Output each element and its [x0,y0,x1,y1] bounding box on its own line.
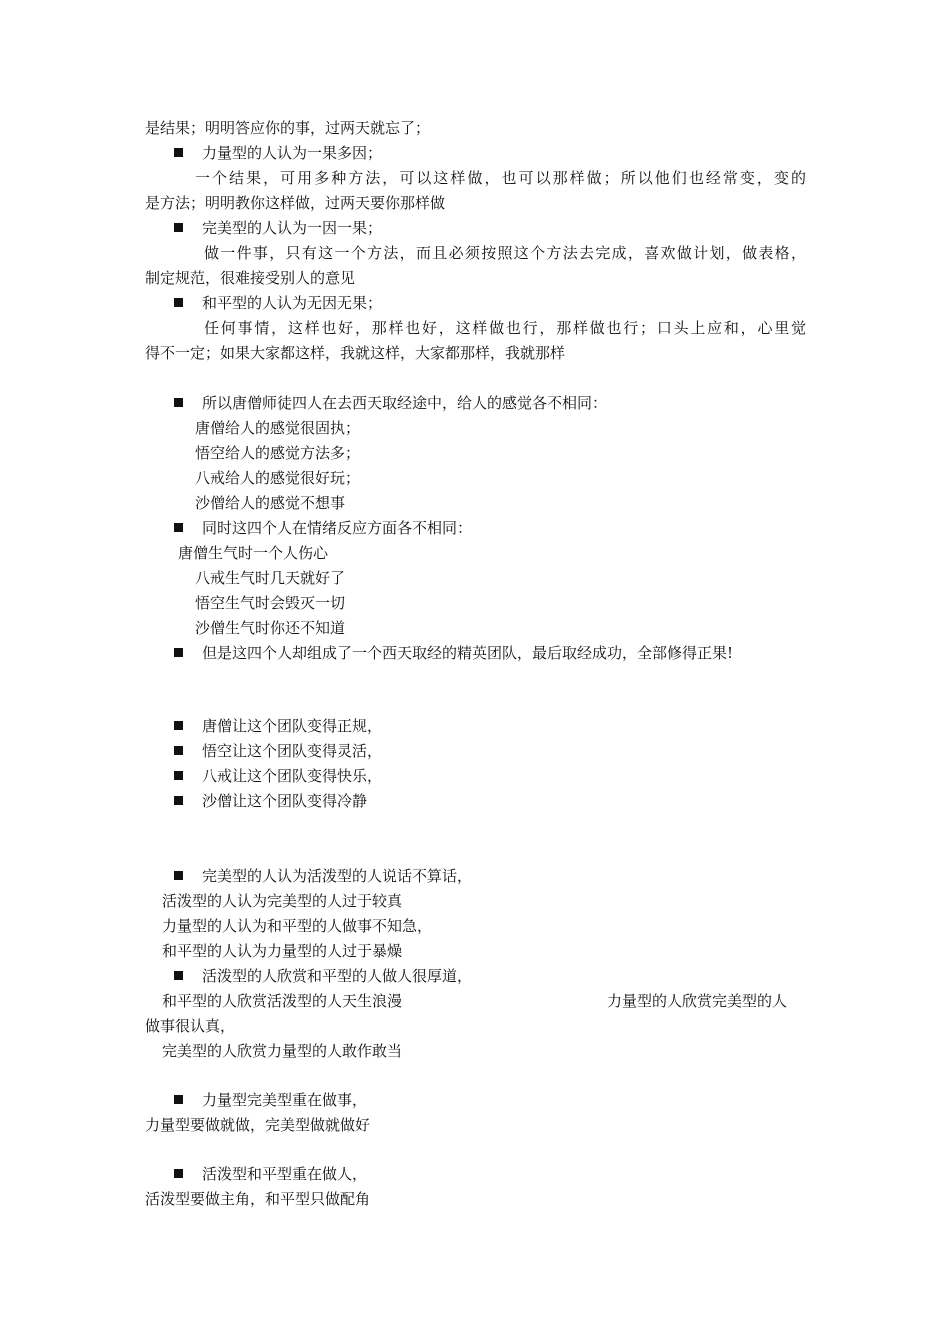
bullet-item: 悟空让这个团队变得灵活， [202,742,383,760]
bullet-item: 完美型的人认为活泼型的人说话不算话， [202,867,473,885]
bullet-item: 力量型的人认为一果多因； [202,144,383,162]
bullet-item: 和平型的人认为无因无果； [202,294,383,312]
text-line: 力量型要做就做，完美型做就做好 [145,1116,371,1134]
text-line: 得不一定；如果大家都这样，我就这样，大家都那样，我就那样 [145,344,566,362]
text-line: 力量型的人欣赏完美型的人 [607,992,788,1010]
text-line: 做一件事，只有这一个方法，而且必须按照这个方法去完成，喜欢做计划，做表格， [204,244,806,262]
text-line: 和平型的人认为力量型的人过于暴燥 [162,942,403,960]
text-line: 活泼型要做主角，和平型只做配角 [145,1190,371,1208]
text-line: 和平型的人欣赏活泼型的人天生浪漫 [162,992,403,1010]
text-line: 活泼型的人认为完美型的人过于较真 [162,892,403,910]
text-line: 唐僧给人的感觉很固执； [195,419,361,437]
text-line: 唐僧生气时一个人伤心 [178,544,329,562]
text-line: 力量型的人认为和平型的人做事不知急， [162,917,433,935]
text-line: 制定规范，很难接受别人的意见 [145,269,356,287]
text-line: 是方法；明明教你这样做，过两天要你那样做 [145,194,446,212]
bullet-item: 八戒让这个团队变得快乐， [202,767,383,785]
bullet-item: 唐僧让这个团队变得正规， [202,717,383,735]
text-line: 悟空给人的感觉方法多； [195,444,361,462]
bullet-item: 所以唐僧师徒四人在去西天取经途中，给人的感觉各不相同： [202,394,608,412]
bullet-item: 完美型的人认为一因一果； [202,219,383,237]
text-line: 八戒给人的感觉很好玩； [195,469,361,487]
text-line: 悟空生气时会毁灭一切 [195,594,346,612]
bullet-item: 沙僧让这个团队变得冷静 [202,792,368,810]
text-line: 任何事情，这样也好，那样也好，这样做也行，那样做也行；口头上应和，心里觉 [204,319,806,337]
text-line: 一个结果，可用多种方法，可以这样做，也可以那样做；所以他们也经常变，变的 [195,169,806,187]
text-line: 沙僧给人的感觉不想事 [195,494,346,512]
text-line: 完美型的人欣赏力量型的人敢作敢当 [162,1042,403,1060]
text-line: 是结果；明明答应你的事，过两天就忘了； [145,119,431,137]
bullet-item: 但是这四个人却组成了一个西天取经的精英团队，最后取经成功，全部修得正果! [202,644,734,662]
bullet-item: 力量型完美型重在做事， [202,1091,368,1109]
text-line: 八戒生气时几天就好了 [195,569,346,587]
bullet-item: 同时这四个人在情绪反应方面各不相同： [202,519,473,537]
text-line: 做事很认真， [145,1017,236,1035]
text-line: 沙僧生气时你还不知道 [195,619,346,637]
bullet-item: 活泼型的人欣赏和平型的人做人很厚道， [202,967,473,985]
bullet-item: 活泼型和平型重在做人， [202,1165,368,1183]
